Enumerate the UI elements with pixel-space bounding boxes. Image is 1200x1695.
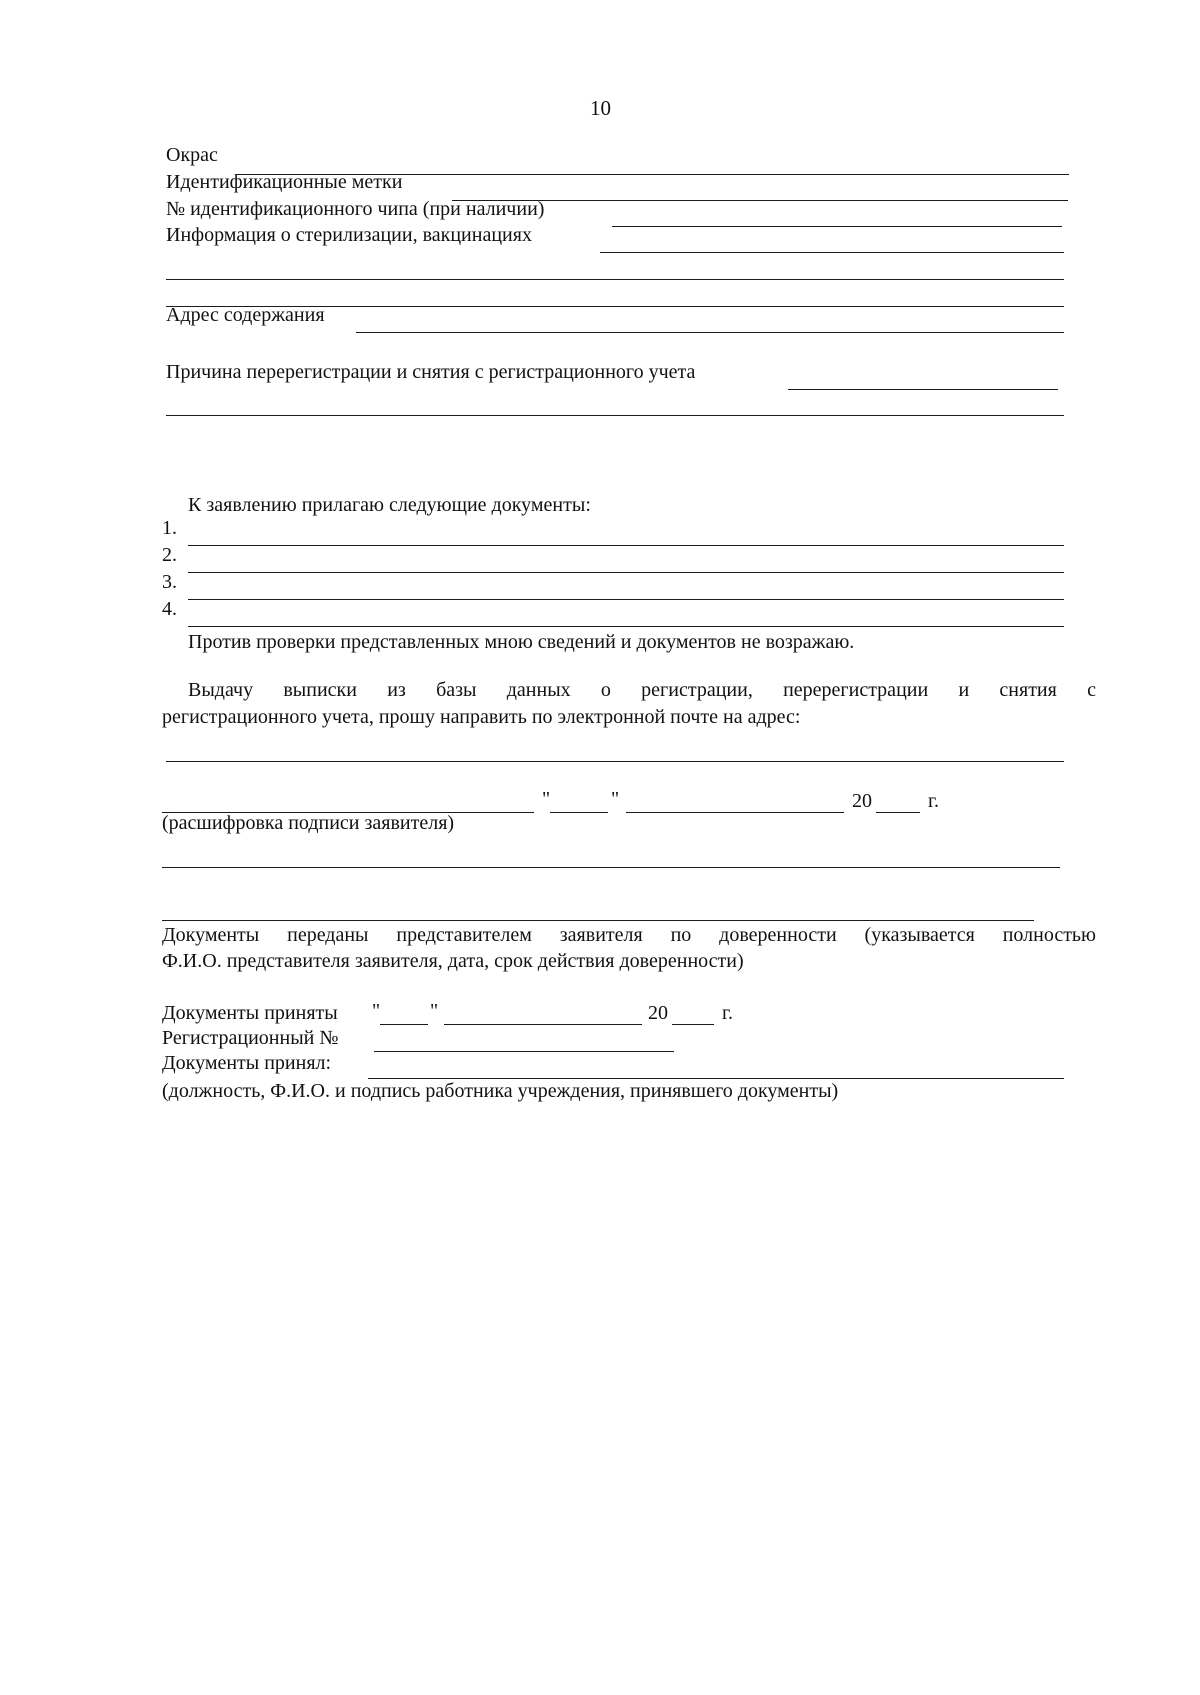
date-year-prefix: 20: [852, 790, 872, 812]
sterilization-label: Информация о стерилизации, вакцинациях: [166, 224, 532, 246]
page-number: 10: [590, 96, 611, 120]
accepted-by-field[interactable]: [368, 1078, 1064, 1079]
consent-text: Против проверки представленных мною сведений и документов не возражаю.: [188, 631, 855, 653]
color-label: Окрас: [166, 144, 218, 166]
date-day-field[interactable]: [550, 812, 608, 813]
reason-field-2[interactable]: [166, 415, 1064, 416]
accepted-by-caption: (должность, Ф.И.О. и подпись работника учреждения, принявшего документы): [162, 1080, 839, 1102]
representative-text-line1: Документы переданы представителем заявителя по доверенности (указывается полностью: [162, 924, 1096, 946]
date-year-field[interactable]: [876, 812, 920, 813]
signature-caption: (расшифровка подписи заявителя): [162, 812, 455, 834]
representative-field[interactable]: [162, 920, 1034, 921]
chip-label: № идентификационного чипа (при наличии): [166, 198, 545, 220]
attachment-field-4[interactable]: [188, 626, 1064, 627]
accepted-year-field[interactable]: [672, 1024, 714, 1025]
sterilization-field-2[interactable]: [166, 279, 1064, 280]
attachment-number-3: 3.: [162, 571, 177, 593]
signature-extra-field[interactable]: [162, 867, 1060, 868]
date-year-suffix: г.: [928, 790, 939, 812]
accepted-day-field[interactable]: [380, 1024, 428, 1025]
accepted-quote-close: ": [430, 1000, 439, 1022]
accepted-year-prefix: 20: [648, 1002, 668, 1024]
attachments-intro: К заявлению прилагаю следующие документы:: [188, 494, 591, 516]
delivery-text-line1: Выдачу выписки из базы данных о регистрации, перерегистрации и снятия с: [188, 679, 1096, 701]
delivery-text-line2: регистрационного учета, прошу направить по электронной почте на адрес:: [162, 706, 801, 728]
accepted-year-suffix: г.: [722, 1002, 733, 1024]
attachment-field-3[interactable]: [188, 599, 1064, 600]
date-month-field[interactable]: [626, 812, 844, 813]
attachment-field-1[interactable]: [188, 545, 1064, 546]
id-marks-label: Идентификационные метки: [166, 171, 403, 193]
date-quote-open: ": [542, 788, 551, 810]
reg-number-label: Регистрационный №: [162, 1027, 339, 1049]
attachment-number-1: 1.: [162, 517, 177, 539]
reg-number-field[interactable]: [374, 1051, 674, 1052]
address-field[interactable]: [356, 332, 1064, 333]
representative-text-line2: Ф.И.О. представителя заявителя, дата, срок действия доверенности): [162, 950, 744, 972]
date-quote-close: ": [611, 788, 620, 810]
reason-field[interactable]: [788, 389, 1058, 390]
accepted-quote-open: ": [372, 1000, 381, 1022]
accepted-label: Документы приняты: [162, 1002, 338, 1024]
accepted-month-field[interactable]: [444, 1024, 642, 1025]
reason-label: Причина перерегистрации и снятия с регистрационного учета: [166, 361, 696, 383]
accepted-by-label: Документы принял:: [162, 1052, 332, 1074]
attachment-field-2[interactable]: [188, 572, 1064, 573]
attachment-number-4: 4.: [162, 598, 177, 620]
email-field[interactable]: [166, 761, 1064, 762]
attachment-number-2: 2.: [162, 544, 177, 566]
chip-field[interactable]: [612, 226, 1062, 227]
address-label: Адрес содержания: [166, 304, 325, 326]
sterilization-field[interactable]: [600, 252, 1064, 253]
